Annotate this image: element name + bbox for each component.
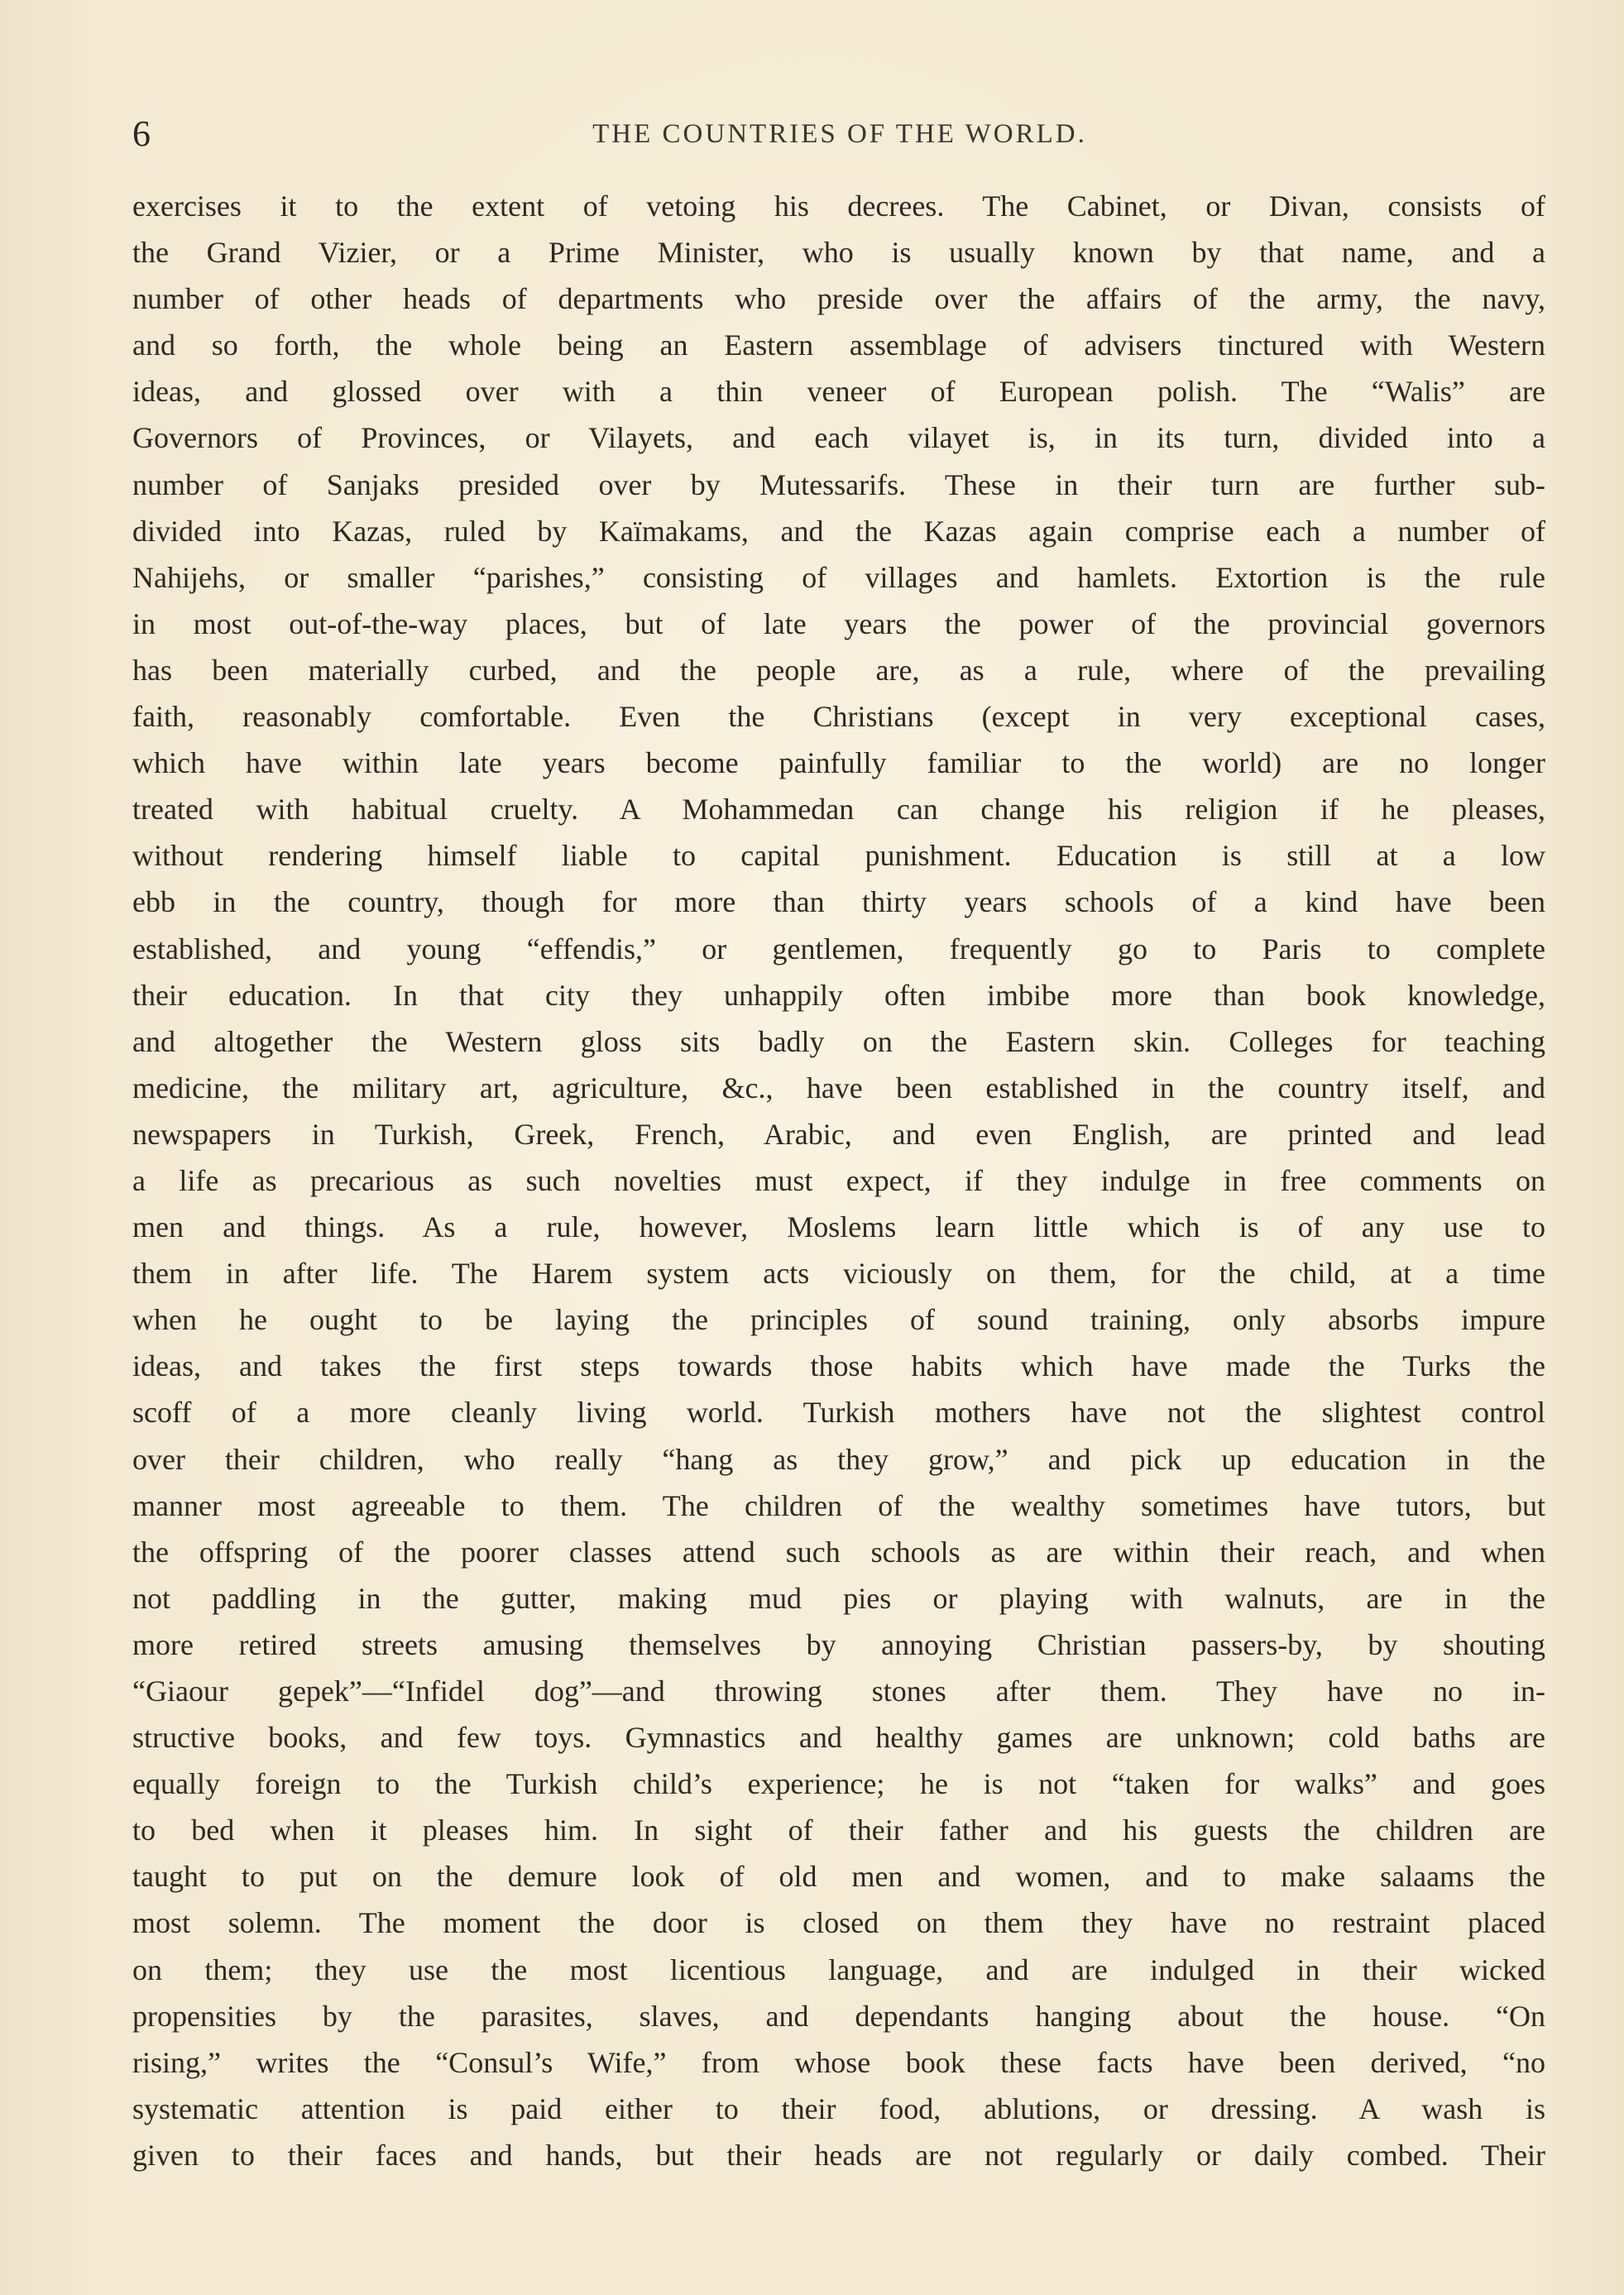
text-line: systematic attention is paid either to their food, ablutions, or dressing. A wash is [132,2091,1545,2125]
text-line: number of other heads of departments who preside over the affairs of the army, the navy, [132,282,1545,316]
text-line: structive books, and few toys. Gymnastics and healthy games are unknown; cold baths are [132,1721,1545,1755]
text-line: newspapers in Turkish, Greek, French, Arabic, and even English, are printed and lead [132,1117,1545,1151]
text-line: number of Sanjaks presided over by Mutessarifs. These in their turn are further sub- [132,467,1545,501]
text-line: the offspring of the poorer classes attend such schools as are within their reach, and when [132,1535,1545,1569]
text-line: in most out-of-the-way places, but of late years the power of the provincial governors [132,606,1545,640]
text-line: to bed when it pleases him. In sight of their father and his guests the children are [132,1813,1545,1847]
text-line: propensities by the parasites, slaves, and dependants hanging about the house. “On [132,1999,1545,2033]
text-line: exercises it to the extent of vetoing his decrees. The Cabinet, or Divan, consists of [132,189,1545,223]
text-line: ideas, and takes the first steps towards those habits which have made the Turks the [132,1349,1545,1383]
text-line: when he ought to be laying the principles of sound training, only absorbs impure [132,1303,1545,1337]
text-line: rising,” writes the “Consul’s Wife,” from whose book these facts have been derived, “no [132,2045,1545,2079]
text-line: men and things. As a rule, however, Moslems learn little which is of any use to [132,1210,1545,1244]
text-line: most solemn. The moment the door is closed on them they have no restraint placed [132,1906,1545,1940]
text-line: divided into Kazas, ruled by Kaïmakams, and the Kazas again comprise each a number of [132,514,1545,548]
body-text [132,183,1545,2178]
text-line: manner most agreeable to them. The children of the wealthy sometimes have tutors, but [132,1488,1545,1522]
text-line: without rendering himself liable to capital punishment. Education is still at a low [132,839,1545,873]
running-title: THE COUNTRIES OF THE WORLD. [592,119,1087,149]
text-line: and altogether the Western gloss sits badly on the Eastern skin. Colleges for teaching [132,1024,1545,1058]
text-line: “Giaour gepek”—“Infidel dog”—and throwing stones after them. They have no in- [132,1675,1545,1708]
text-line: medicine, the military art, agriculture, &c., have been established in the country itself, and [132,1071,1545,1104]
page-header [132,109,1547,159]
text-line: the Grand Vizier, or a Prime Minister, who is usually known by that name, and a [132,236,1545,270]
text-line: given to their faces and hands, but their heads are not regularly or daily combed. Their [132,2138,1545,2172]
text-line: treated with habitual cruelty. A Mohammedan can change his religion if he pleases, [132,793,1545,826]
text-line: them in after life. The Harem system acts viciously on them, for the child, at a time [132,1257,1545,1291]
text-line: faith, reasonably comfortable. Even the Christians (except in very exceptional cases, [132,700,1545,734]
text-line: more retired streets amusing themselves by annoying Christian passers-by, by shouting [132,1627,1545,1661]
text-line: their education. In that city they unhappily often imbibe more than book knowledge, [132,978,1545,1012]
text-line: not paddling in the gutter, making mud pies or playing with walnuts, are in the [132,1581,1545,1615]
text-line: and so forth, the whole being an Eastern assemblage of advisers tinctured with Western [132,328,1545,362]
text-line: taught to put on the demure look of old men and women, and to make salaams the [132,1860,1545,1894]
text-line: equally foreign to the Turkish child’s experience; he is not “taken for walks” and goes [132,1767,1545,1801]
text-line: Governors of Provinces, or Vilayets, and each vilayet is, in its turn, divided into a [132,421,1545,455]
text-line: has been materially curbed, and the people are, as a rule, where of the prevailing [132,653,1545,687]
text-line: a life as precarious as such novelties must expect, if they indulge in free comments on [132,1163,1545,1197]
page-number: 6 [132,113,151,154]
text-line: scoff of a more cleanly living world. Turkish mothers have not the slightest control [132,1396,1545,1430]
text-line: which have within late years become painfully familiar to the world) are no longer [132,746,1545,780]
text-line: ebb in the country, though for more than thirty years schools of a kind have been [132,885,1545,919]
text-line: on them; they use the most licentious language, and are indulged in their wicked [132,1952,1545,1986]
text-line: ideas, and glossed over with a thin veneer of European polish. The “Walis” are [132,375,1545,409]
text-line: established, and young “effendis,” or gentlemen, frequently go to Paris to complete [132,932,1545,965]
text-line: Nahijehs, or smaller “parishes,” consisting of villages and hamlets. Extortion is the rule [132,560,1545,594]
text-line: over their children, who really “hang as they grow,” and pick up education in the [132,1442,1545,1476]
